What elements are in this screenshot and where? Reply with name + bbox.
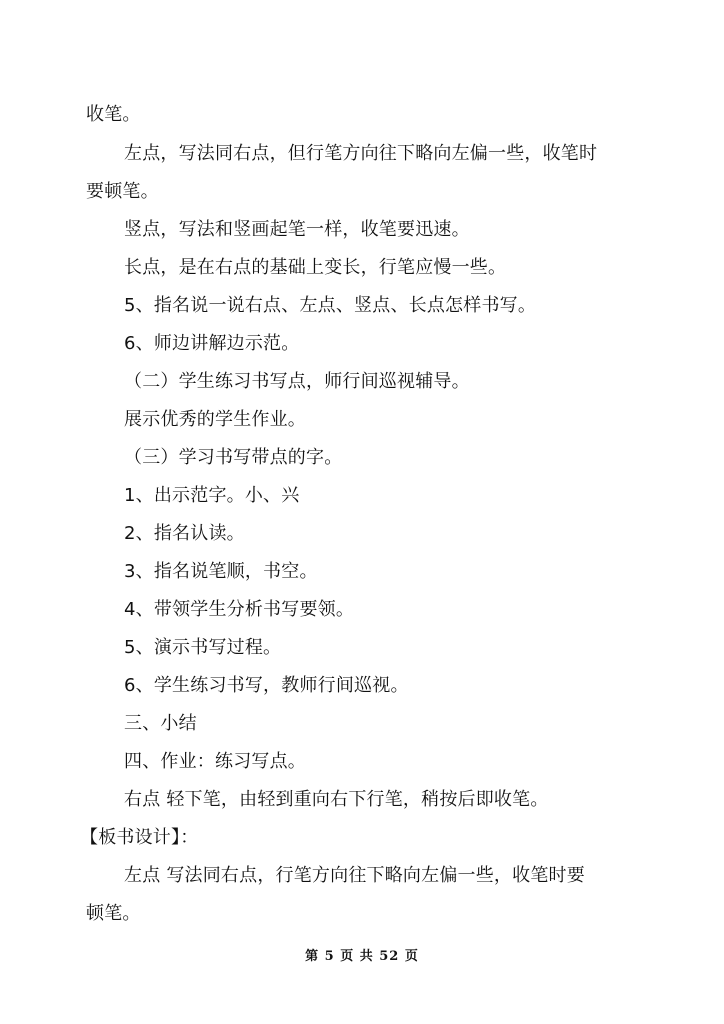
paragraph-line-17: 三、小结: [124, 713, 197, 734]
paragraph-line-7: 6、师边讲解边示范。: [124, 333, 300, 354]
paragraph-line-8: （二）学生练习书写点，师行间巡视辅导。: [124, 371, 470, 392]
paragraph-line-21: 左点 写法同右点，行笔方向往下略向左偏一些，收笔时要: [124, 865, 585, 886]
paragraph-line-19: 右点 轻下笔，由轻到重向右下行笔，稍按后即收笔。: [124, 789, 549, 810]
paragraph-line-12: 2、指名认读。: [124, 523, 245, 544]
board-design-heading: 【板书设计】：: [80, 827, 199, 848]
page-number-footer: 第 5 页 共 52 页: [305, 949, 419, 964]
paragraph-line-1: 收笔。: [86, 104, 141, 125]
paragraph-line-16: 6、学生练习书写，教师行间巡视。: [124, 675, 409, 696]
paragraph-line-2: 左点，写法同右点，但行笔方向往下略向左偏一些，收笔时: [124, 143, 598, 164]
paragraph-line-10: （三）学习书写带点的字。: [124, 447, 343, 468]
paragraph-line-18: 四、作业：练习写点。: [124, 751, 306, 772]
paragraph-line-22: 顿笔。: [86, 903, 141, 924]
paragraph-line-3: 要顿笔。: [86, 181, 159, 202]
paragraph-line-6: 5、指名说一说右点、左点、竖点、长点怎样书写。: [124, 295, 537, 316]
paragraph-line-15: 5、演示书写过程。: [124, 637, 282, 658]
paragraph-line-13: 3、指名说笔顺，书空。: [124, 561, 318, 582]
paragraph-line-11: 1、出示范字。小、兴: [124, 485, 300, 506]
paragraph-line-5: 长点，是在右点的基础上变长，行笔应慢一些。: [124, 257, 507, 278]
paragraph-line-14: 4、带领学生分析书写要领。: [124, 599, 355, 620]
paragraph-line-9: 展示优秀的学生作业。: [124, 409, 306, 430]
paragraph-line-4: 竖点，写法和竖画起笔一样，收笔要迅速。: [124, 219, 470, 240]
